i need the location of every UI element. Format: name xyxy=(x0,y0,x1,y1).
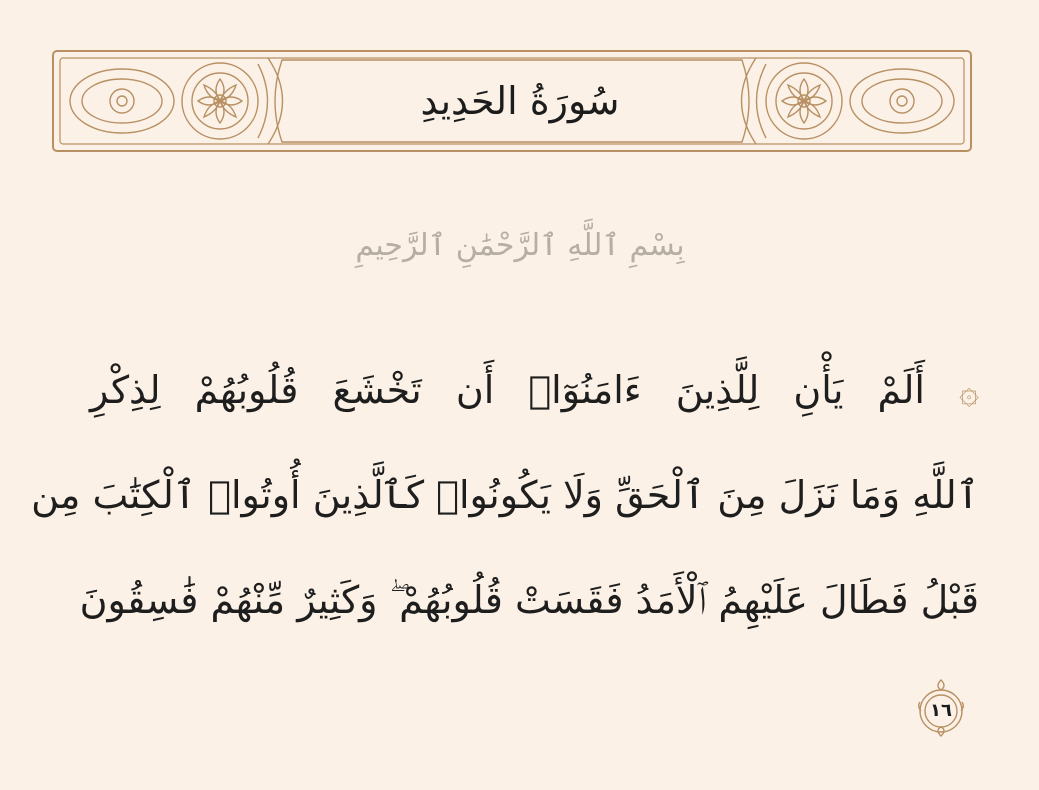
ayah-end-marker xyxy=(917,678,965,738)
hizb-marker-icon: ۞ xyxy=(959,372,979,412)
basmala: بِسْمِ ٱللَّهِ ٱلرَّحْمَٰنِ ٱلرَّحِيمِ xyxy=(355,227,685,263)
ayah-line-1-text: أَلَمْ يَأْنِ لِلَّذِينَ ءَامَنُوٓا۟ أَن تَخْشَعَ قُلُوبُهُمْ لِذِكْرِ xyxy=(90,368,925,412)
ayah-number: ١٦ xyxy=(930,700,952,721)
surah-title: سُورَةُ الحَدِيدِ xyxy=(420,79,620,123)
ayah-line-1 xyxy=(90,355,979,425)
ayah-line-3: قَبْلُ فَطَالَ عَلَيْهِمُ ٱلْأَمَدُ فَقَسَتْ قُلُوبُهُمْ ۖ وَكَثِيرٌ مِّنْهُمْ فَٰسِقُونَ xyxy=(79,578,979,622)
ayah-line-2: ٱللَّهِ وَمَا نَزَلَ مِنَ ٱلْحَقِّ وَلَا يَكُونُوا۟ كَٱلَّذِينَ أُوتُوا۟ ٱلْكِتَٰبَ مِن xyxy=(31,473,979,517)
